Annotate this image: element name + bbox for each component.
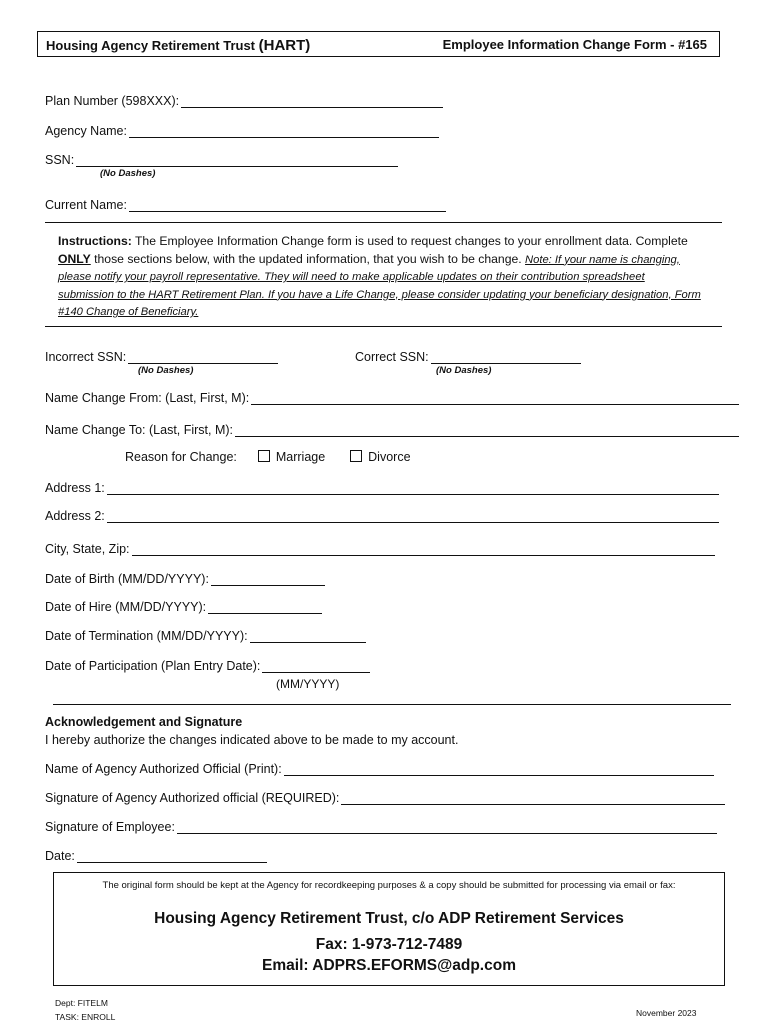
address2-label: Address 2: <box>45 509 105 523</box>
submission-fax: Fax: 1-973-712-7489 <box>315 936 463 953</box>
current-name-label: Current Name: <box>45 198 127 212</box>
employee-signature-field <box>45 820 717 834</box>
correct-ssn-hint: (No Dashes) <box>436 365 492 376</box>
incorrect-ssn-label: Incorrect SSN: <box>45 350 127 364</box>
plan-number-label: Plan Number (598XXX): <box>45 94 180 108</box>
address1-input[interactable] <box>107 482 719 495</box>
instructions-text-1: The Employee Information Change form is used to request changes to your enrollment data. Complete <box>134 234 688 248</box>
form-title: Employee Information Change Form - #165 <box>442 37 707 52</box>
plan-number-field <box>45 94 443 108</box>
marriage-checkbox[interactable] <box>258 450 270 462</box>
instructions-label: Instructions: <box>58 234 132 248</box>
agency-name-input[interactable] <box>129 125 439 138</box>
date-field <box>45 849 267 863</box>
instructions-text-2: those sections below, with the updated information, that you wish to be change. <box>94 251 522 266</box>
name-change-to-input[interactable] <box>235 424 739 437</box>
name-change-to-label: Name Change To: (Last, First, M): <box>45 423 234 437</box>
reason-label: Reason for Change: <box>125 450 237 464</box>
official-name-field <box>45 762 714 776</box>
reason-for-change <box>125 450 411 464</box>
name-change-from-input[interactable] <box>251 392 739 405</box>
marriage-label: Marriage <box>275 450 326 464</box>
employee-signature-input[interactable] <box>177 821 717 834</box>
address1-label: Address 1: <box>45 481 105 495</box>
incorrect-ssn-input[interactable] <box>128 351 278 364</box>
org-abbrev: (HART) <box>258 37 311 54</box>
incorrect-ssn-hint: (No Dashes) <box>138 365 194 376</box>
official-name-input[interactable] <box>284 763 714 776</box>
instructions-line-1 <box>58 233 718 251</box>
ssn-label: SSN: <box>45 153 75 167</box>
name-change-from-field <box>45 391 739 405</box>
official-signature-field <box>45 791 725 805</box>
instructions-note-2: please notify your payroll representative. They will need to make applicable updates on their contribution spreadsheet <box>58 271 645 283</box>
correct-ssn-input[interactable] <box>431 351 581 364</box>
date-input[interactable] <box>77 850 267 863</box>
address2-field <box>45 509 719 523</box>
instructions-note-3: submission to the HART Retirement Plan. If you have a Life Change, please consider updating your beneficiary designation, Form <box>58 288 701 301</box>
official-name-label: Name of Agency Authorized Official (Print): <box>45 762 282 776</box>
correct-ssn-label: Correct SSN: <box>355 350 429 364</box>
divorce-label: Divorce <box>368 450 411 464</box>
dop-hint: (MM/YYYY) <box>276 677 340 691</box>
submission-info-box <box>53 872 725 986</box>
dot-field <box>45 629 366 643</box>
plan-number-input[interactable] <box>181 95 443 108</box>
name-change-to-field <box>45 423 739 437</box>
address1-field <box>45 481 719 495</box>
divider-acknowledgement <box>53 704 731 705</box>
revision-date: November 2023 <box>636 1008 697 1018</box>
task-code: TASK: ENROLL <box>55 1012 116 1022</box>
dot-input[interactable] <box>250 630 366 643</box>
instructions-line-2 <box>58 251 718 270</box>
dop-field <box>45 659 370 673</box>
doh-label: Date of Hire (MM/DD/YYYY): <box>45 600 207 614</box>
instructions-only: ONLY <box>58 251 91 266</box>
ssn-hint: (No Dashes) <box>100 168 156 179</box>
divorce-checkbox[interactable] <box>350 450 362 462</box>
instructions-block <box>58 233 718 322</box>
dob-label: Date of Birth (MM/DD/YYYY): <box>45 572 209 586</box>
city-state-zip-field <box>45 542 715 556</box>
current-name-field <box>45 198 446 212</box>
incorrect-ssn-field <box>45 350 278 364</box>
acknowledgement-text: I hereby authorize the changes indicated above to be made to my account. <box>45 733 459 747</box>
city-state-zip-label: City, State, Zip: <box>45 542 130 556</box>
submission-email: Email: ADPRS.EFORMS@adp.com <box>262 957 516 974</box>
dop-label: Date of Participation (Plan Entry Date): <box>45 659 261 673</box>
employee-signature-label: Signature of Employee: <box>45 820 175 834</box>
instructions-note-4: #140 Change of Beneficiary. <box>58 306 199 318</box>
name-change-from-label: Name Change From: (Last, First, M): <box>45 391 250 405</box>
instructions-note-1: Note: If your name is changing, <box>525 253 680 266</box>
doh-field <box>45 600 322 614</box>
official-signature-label: Signature of Agency Authorized official (REQUIRED): <box>45 791 340 805</box>
dept-code: Dept: FITELM <box>55 998 108 1008</box>
doh-input[interactable] <box>208 601 322 614</box>
official-signature-input[interactable] <box>341 792 725 805</box>
ssn-field <box>45 153 398 167</box>
city-state-zip-input[interactable] <box>132 543 715 556</box>
ssn-input[interactable] <box>76 154 398 167</box>
agency-name-field <box>45 124 439 138</box>
divider-instructions <box>45 326 722 327</box>
dot-label: Date of Termination (MM/DD/YYYY): <box>45 629 248 643</box>
current-name-input[interactable] <box>129 199 446 212</box>
submission-org: Housing Agency Retirement Trust, c/o ADP Retirement Services <box>154 910 624 927</box>
org-title <box>46 37 310 54</box>
form-header <box>37 31 720 57</box>
dob-field <box>45 572 325 586</box>
acknowledgement-heading: Acknowledgement and Signature <box>45 715 243 729</box>
submission-note: The original form should be kept at the Agency for recordkeeping purposes & a copy should be submitted for processing via email or fax: <box>102 880 676 891</box>
dop-input[interactable] <box>262 660 370 673</box>
divider-top <box>45 222 722 223</box>
dob-input[interactable] <box>211 573 325 586</box>
address2-input[interactable] <box>107 510 719 523</box>
date-label: Date: <box>45 849 75 863</box>
agency-name-label: Agency Name: <box>45 124 127 138</box>
correct-ssn-field <box>355 350 581 364</box>
org-name: Housing Agency Retirement Trust <box>46 38 255 53</box>
